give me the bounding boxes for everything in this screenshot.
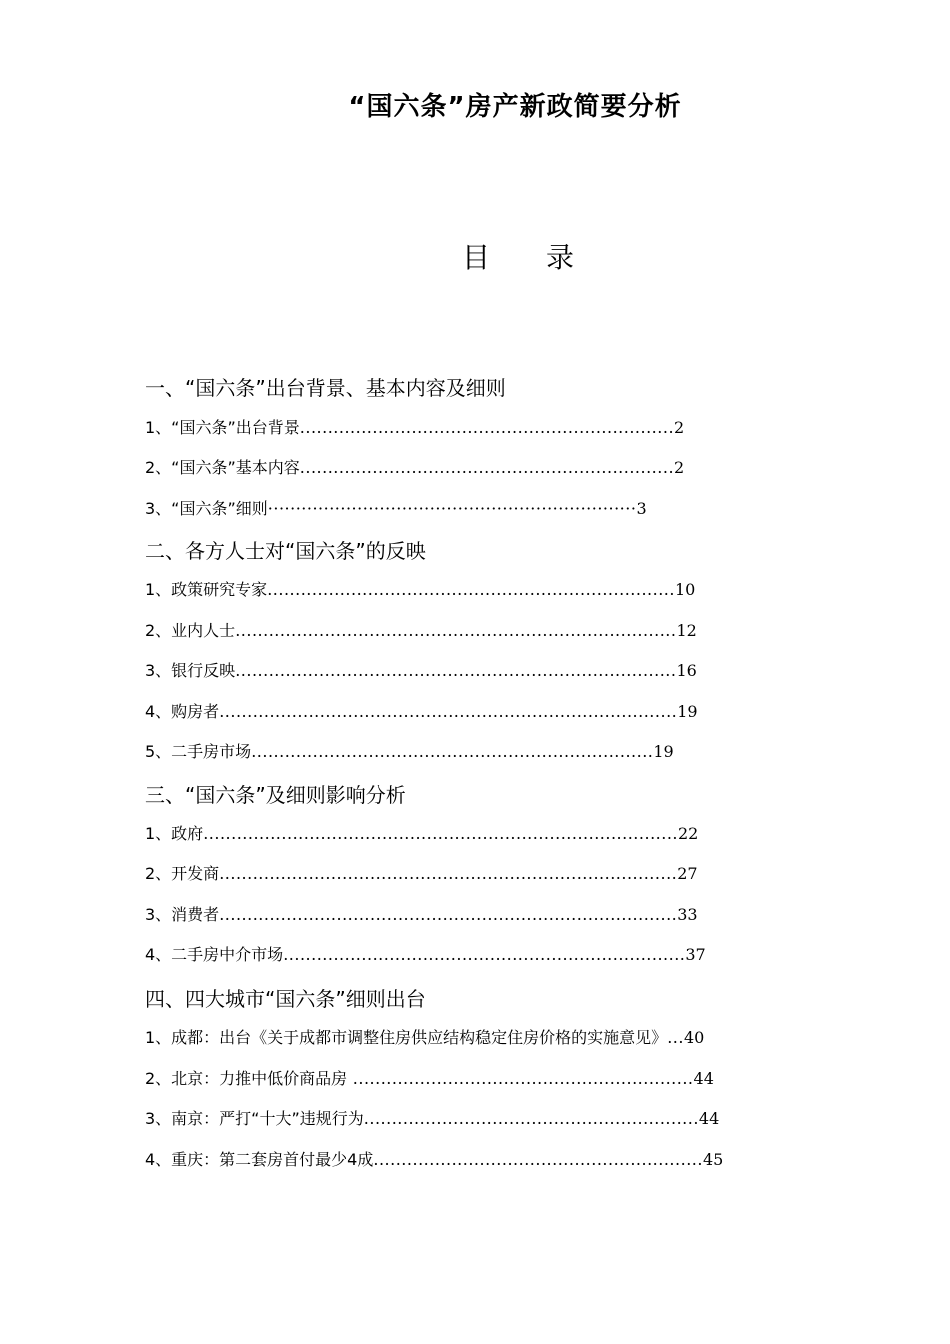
toc-section-4-heading: 四、四大城市“国六条”细则出台 [145,987,426,1011]
document-title: “国六条”房产新政简要分析 [348,92,682,122]
leader-dots: ........................................................... [373,1150,703,1169]
toc-entry-page: 2 [674,458,685,477]
toc-entry-label: 4、购房者 [145,702,220,721]
toc-entry[interactable] [145,578,825,602]
leader-dots: ............................................................. [347,1069,694,1088]
toc-entry[interactable] [145,822,825,846]
leader-dots: ... [667,1028,684,1047]
toc-entry[interactable] [145,740,825,764]
toc-entry[interactable] [145,497,825,521]
leader-dots: .................................................................................. [219,702,678,721]
toc-entry-page: 10 [674,580,696,599]
toc-entry-page: 44 [693,1069,714,1088]
toc-heading: 目 录 [462,241,575,274]
toc-entry-page: 22 [678,824,699,843]
toc-entry-label: 1、政府 [145,824,204,843]
toc-entry[interactable] [145,700,825,724]
toc-entry[interactable] [145,1026,825,1050]
leader-dots: ............................................................ [363,1109,699,1128]
toc-entry[interactable] [145,659,825,683]
toc-entry-page: 44 [698,1109,720,1128]
toc-entry-page: 2 [674,418,685,437]
toc-entry[interactable] [145,619,825,643]
toc-entry[interactable] [145,1148,825,1172]
toc-entry-label: 1、政策研究专家 [145,580,268,599]
toc-entry-label: 5、二手房市场 [145,742,252,761]
toc-entry-label: 3、南京：严打“十大”违规行为 [145,1109,364,1128]
toc-entry-label: 2、开发商 [145,864,220,883]
toc-section-2-heading: 二、各方人士对“国六条”的反映 [145,539,426,563]
toc-entry-page: 19 [677,702,698,721]
toc-entry-label: 4、重庆：第二套房首付最少4成 [145,1150,374,1169]
toc-entry-label: 3、银行反映 [145,661,236,680]
leader-dots: ..................................................................................... [203,824,678,843]
toc-entry-label: 2、“国六条”基本内容 [145,458,300,477]
leader-dots: ................................................................... [299,458,675,477]
toc-entry[interactable] [145,1107,825,1131]
toc-section-3-heading: 三、“国六条”及细则影响分析 [145,783,406,807]
leader-dots: ............................................................................... [235,621,677,640]
toc-section-1-heading: 一、“国六条”出台背景、基本内容及细则 [145,376,506,400]
toc-entry-page: 27 [677,864,698,883]
leader-dots: .................................................................................. [219,905,678,924]
toc-entry-page: 12 [676,621,697,640]
toc-entry-page: 40 [683,1028,705,1047]
toc-entry[interactable] [145,416,805,440]
toc-entry-label: 4、二手房中介市场 [145,945,284,964]
toc-entry-page: 19 [653,742,674,761]
toc-entry-label: 1、“国六条”出台背景 [145,418,300,437]
leader-dots: ............................................................................... [235,661,677,680]
toc-entry[interactable] [145,1067,825,1091]
toc-entry-page: 3 [636,499,647,518]
toc-entry-page: 37 [685,945,706,964]
toc-entry-page: 45 [702,1150,724,1169]
leader-dots: ......................................................................... [267,580,675,599]
leader-dots: ........................................................................ [283,945,686,964]
toc-entry-page: 16 [676,661,697,680]
leader-dots: ................................................................... [299,418,675,437]
leader-dots: ·································································· [267,499,637,518]
toc-entry-label: 2、北京：力推中低价商品房 [145,1069,348,1088]
leader-dots: .................................................................................. [219,864,678,883]
toc-entry[interactable] [145,943,825,967]
toc-entry-label: 1、成都：出台《关于成都市调整住房供应结构稳定住房价格的实施意见》 [145,1028,668,1047]
toc-entry[interactable] [145,456,805,480]
leader-dots: ........................................................................ [251,742,654,761]
toc-entry-page: 33 [677,905,698,924]
toc-entry[interactable] [145,862,825,886]
toc-entry-label: 3、“国六条”细则 [145,499,268,518]
toc-entry-label: 2、业内人士 [145,621,236,640]
toc-entry-label: 3、消费者 [145,905,220,924]
toc-entry[interactable] [145,903,825,927]
